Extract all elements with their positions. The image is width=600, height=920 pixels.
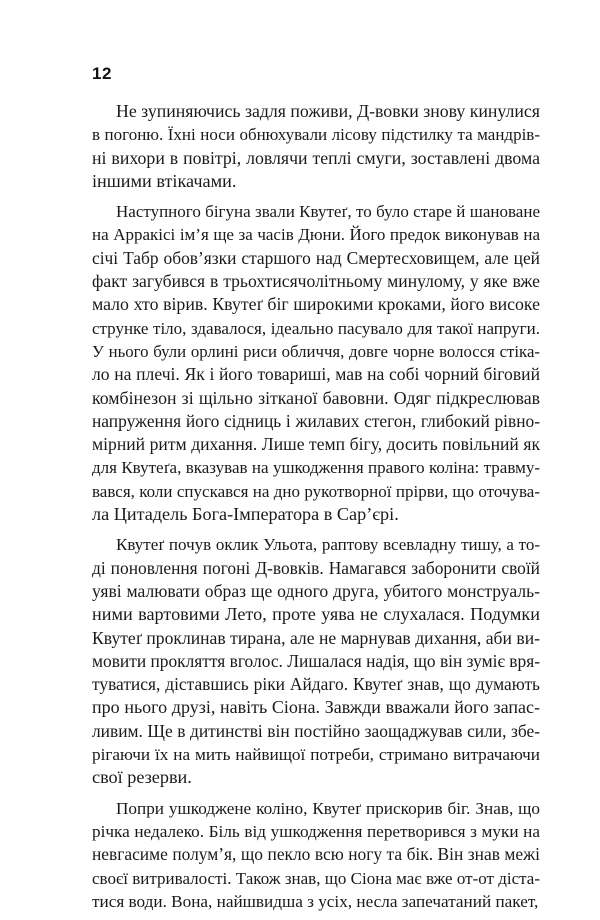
text-line: в погоню. Їхні носи обнюхували лісову підстилку та мандрів- bbox=[92, 125, 540, 145]
text-line: факт загубився в трьохтисячолітньому минулому, у яке вже bbox=[92, 271, 540, 292]
paragraph bbox=[92, 200, 540, 526]
text-line: комбінезон зі щільно зітканої бавовни. Одяг підкреслював bbox=[92, 387, 540, 408]
page-number: 12 bbox=[92, 64, 112, 83]
text-line: своєї витривалості. Також знав, що Сіона має вже от-от діста- bbox=[92, 868, 540, 888]
paragraph bbox=[92, 100, 540, 193]
text-line: Попри ушкоджене коліно, Квутеґ прискорив біг. Знав, що bbox=[116, 798, 540, 818]
text-line: уяві малювати образ ще одного друга, убитого монструаль- bbox=[92, 580, 540, 601]
text-line: ла Цитадель Бога-Імператора в Сар’єрі. bbox=[92, 504, 399, 525]
text-line: про нього друзі, навіть Сіона. Завжди вважали його запас- bbox=[92, 697, 540, 718]
text-line: мірний ритм дихання. Лише темп бігу, досить повільний як bbox=[92, 434, 540, 455]
text-line: невгасиме полум’я, що пекло всю ногу та бік. Він знав межі bbox=[92, 844, 540, 865]
text-line: Наступного бігуна звали Квутеґ, то було старе й шановане bbox=[116, 202, 540, 222]
text-line: мало хто вірив. Квутеґ біг широкими кроками, його високе bbox=[92, 294, 540, 315]
body-text bbox=[92, 100, 540, 920]
text-line: струнке тіло, здавалося, ідеально пасувало для такої напруги. bbox=[92, 318, 540, 338]
text-line: на Арракісі ім’я ще за часів Дюни. Його предок виконував на bbox=[92, 225, 540, 245]
text-line: іншими втікачами. bbox=[92, 170, 237, 191]
text-line: січі Табр обов’язки старшого над Смертесховищем, але цей bbox=[92, 247, 540, 268]
text-line: ді поновлення погоні Д-вовків. Намагався заборонити своїй bbox=[92, 557, 540, 578]
text-line: ливим. Ще в дитинстві він постійно заощаджував сили, збе- bbox=[92, 720, 540, 741]
text-line: рігаючи їх на мить найвищої потреби, стримано витрачаючи bbox=[92, 745, 540, 765]
text-line: У нього були орлині риси обличчя, довге чорне волосся стіка- bbox=[92, 341, 540, 361]
text-line: ні вихори в повітрі, ловлячи теплі смуги, зоставлені двома bbox=[92, 147, 540, 168]
text-line: мовити прокляття вголос. Лишалася надія, що він зуміє вря- bbox=[92, 650, 540, 671]
text-line: вався, коли спускався на дно рукотворної прірви, що оточува- bbox=[92, 481, 540, 501]
paragraph bbox=[92, 797, 540, 913]
text-line: туватися, діставшись ріки Айдаго. Квутеґ знав, що думають bbox=[92, 674, 540, 695]
text-line: ними вартовими Лето, проте уява не слухалася. Подумки bbox=[92, 604, 540, 625]
text-line: тися води. Вона, найшвидша з усіх, несла запечатаний пакет, bbox=[92, 891, 539, 911]
text-line: напруження його сідниць і жилавих стегон, глибокий рівно- bbox=[92, 410, 540, 431]
text-line: ло на плечі. Як і його товариші, мав на собі чорний біговий bbox=[92, 364, 540, 385]
text-line: Не зупиняючись задля поживи, Д-вовки знову кинулися bbox=[116, 101, 540, 121]
text-line: річка недалеко. Біль від ушкодження перетворився з муки на bbox=[92, 821, 540, 841]
text-line: для Квутеґа, вказував на ушкодження правого коліна: травму- bbox=[92, 458, 540, 478]
text-line: свої резерви. bbox=[92, 767, 192, 788]
paragraph bbox=[92, 533, 540, 789]
text-line: Квутеґ проклинав тирана, але не марнував дихання, аби ви- bbox=[92, 627, 540, 648]
text-line: Квутеґ почув оклик Ульота, раптову всевладну тишу, а то- bbox=[116, 535, 540, 555]
